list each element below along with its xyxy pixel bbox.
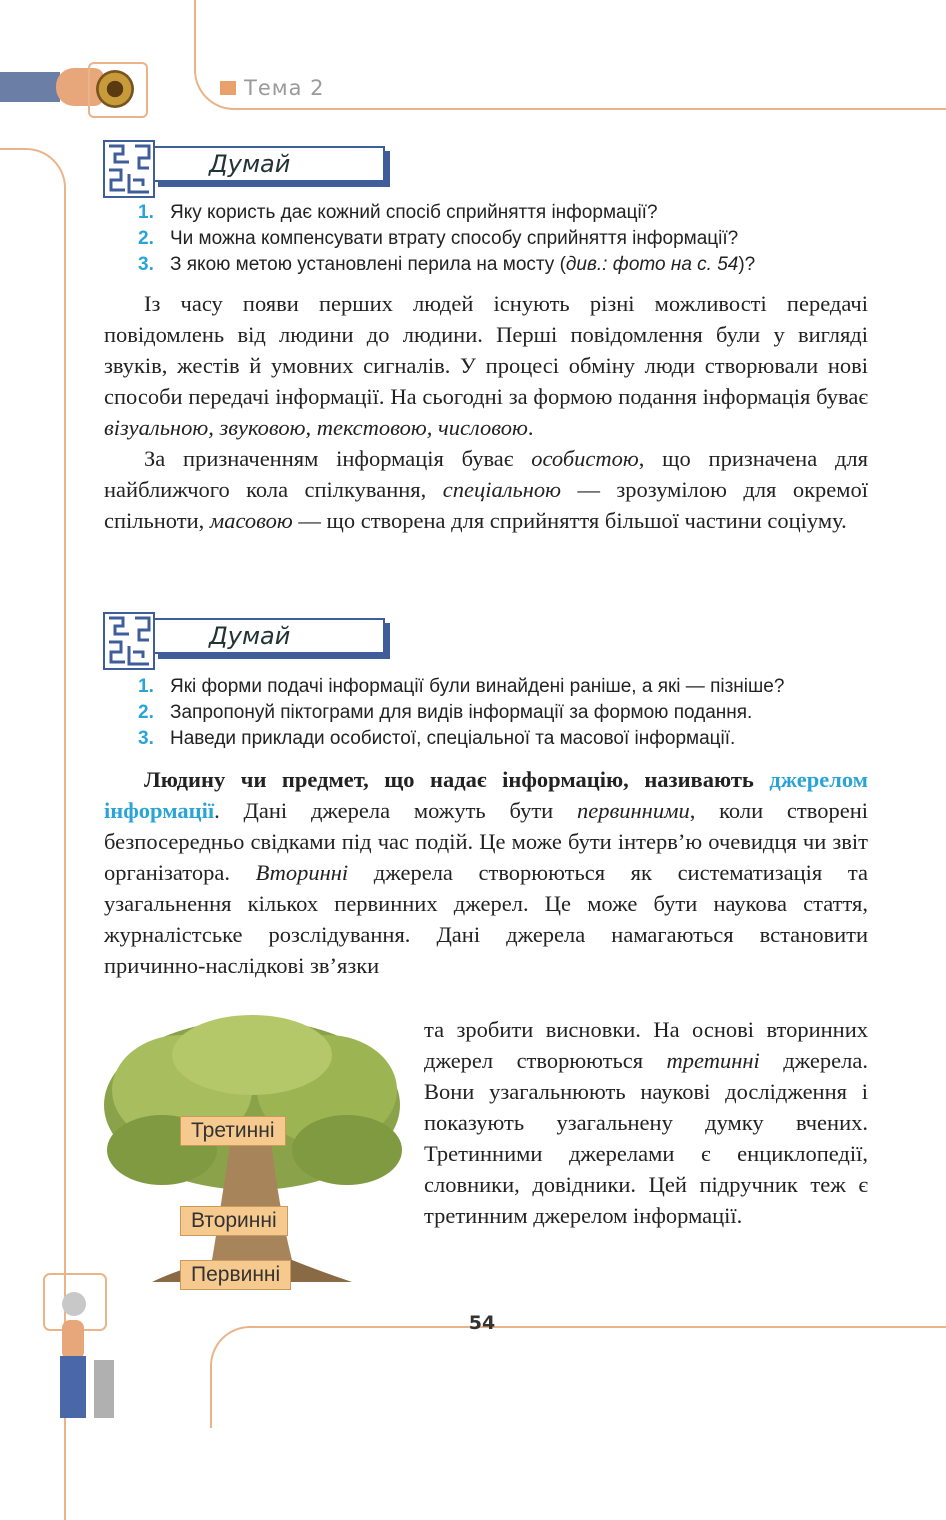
tree-label-secondary: Вторинні <box>180 1206 288 1236</box>
term-highlight: джерелом інформації <box>104 767 868 823</box>
paragraph: Людину чи предмет, що надає інформацію, називають джерелом інформації. Дані джерела можуть бути первинними, коли створені безпосередньо свідками під час подій. Це може бути інтерв’ю очевидця чи звіт організатора. Вторинні джерела створюються як систематизація та узагальнення кількох первинних джерел. Це може бути наукова стаття, журналістське розслідування. Дані джерела намагаються встановити причинно-наслідкові зв’язки <box>104 767 868 978</box>
hands-puzzle-icon <box>40 1270 130 1418</box>
page-number: 54 <box>468 1312 496 1334</box>
paragraph: За призначенням інформація буває особистою, що призначена для найближчого кола спілкування, спеціальною — зрозумілою для окремої спільноти, масовою — що створена для сприйняття більшої частини соціуму. <box>104 446 869 533</box>
body-text-2 <box>104 764 868 981</box>
coin-icon <box>96 70 134 108</box>
question-item: 2. Запропонуй піктограми для видів інформації за формою подання. <box>138 702 753 723</box>
body-text-1 <box>104 288 868 536</box>
question-item: 2. Чи можна компенсувати втрату способу сприйняття інформації? <box>138 228 739 249</box>
question-item: 1. Яку користь дає кожний спосіб сприйняття інформації? <box>138 202 658 223</box>
think-label: Думай <box>209 622 291 650</box>
topic-header <box>220 76 325 100</box>
frame-bottom-line <box>210 1326 946 1428</box>
body-text-3: та зробити висновки. На основі вторинних джерел створюються третинні джерела. Вони узагальнюють наукові дослідження і показують узагальнену думку вчених. Третинними джерелами є енциклопедії, словники, довідники. Цей підручник теж є третинним джерелом інформації. <box>424 1017 868 1228</box>
maze-icon <box>103 612 155 670</box>
question-item: 1. Які форми подачі інформації були винайдені раніше, а які — пізніше? <box>138 676 785 697</box>
paragraph: Із часу появи перших людей існують різні можливості передачі повідомлень від людини до людини. Перші повідомлення були у вигляді звуків, жестів й умовних сигналів. У процесі обміну люди створювали нові способи передачі інформації. На сьогодні за формою подання інформація буває візуальною, звуковою, текстовою, числовою. <box>104 291 868 440</box>
think-label-box <box>153 146 385 182</box>
maze-icon <box>103 140 155 198</box>
question-item: 3. З якою метою установлені перила на мосту (див.: фото на с. 54)? <box>138 254 756 275</box>
topic-marker-icon <box>220 81 236 95</box>
header-sleeve <box>0 72 60 102</box>
topic-label: Тема 2 <box>244 76 325 100</box>
question-list-1 <box>138 200 755 278</box>
think-label: Думай <box>209 150 291 178</box>
think-label-box <box>153 618 385 654</box>
tree-label-tertiary: Третинні <box>180 1116 286 1146</box>
tree-label-primary: Первинні <box>180 1260 291 1290</box>
question-list-2 <box>138 674 784 752</box>
tree-illustration <box>102 1010 402 1300</box>
tree-icon <box>102 1010 402 1300</box>
question-item: 3. Наведи приклади особистої, спеціальної та масової інформації. <box>138 728 736 749</box>
